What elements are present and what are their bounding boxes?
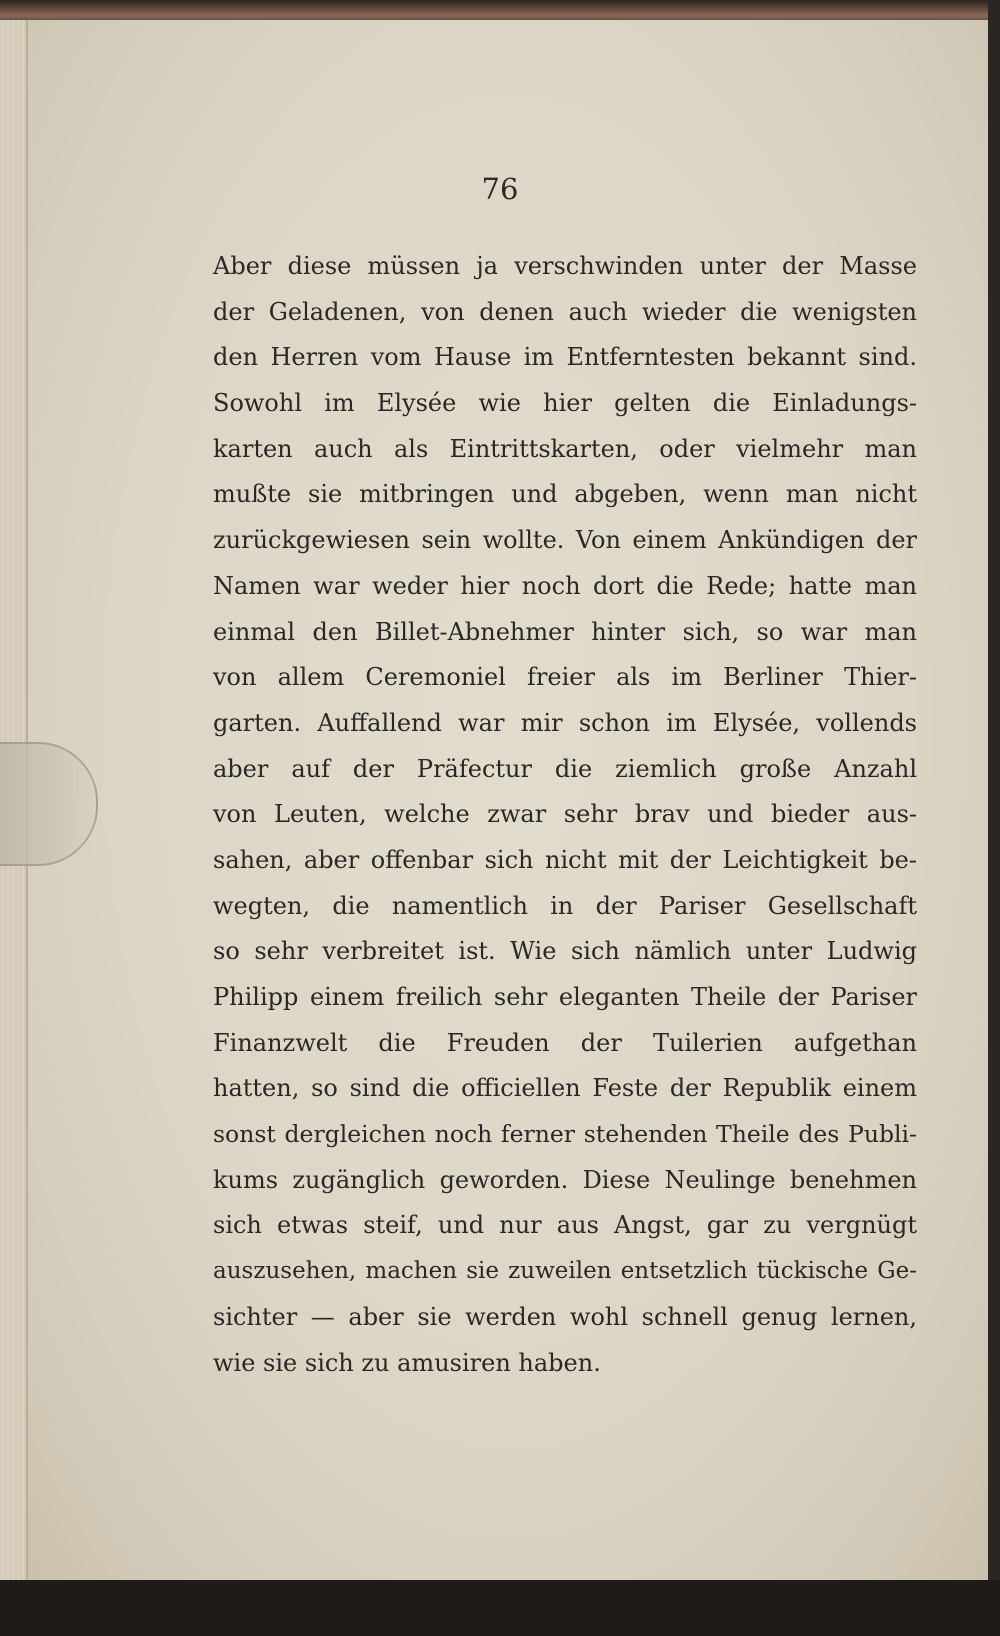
text-line: kums zugänglich geworden. Diese Neulinge benehmen bbox=[213, 1165, 917, 1194]
text-line: mußte sie mitbringen und abgeben, wenn man nicht bbox=[213, 480, 917, 509]
right-background bbox=[988, 0, 1000, 1636]
text-line: auszusehen, machen sie zuweilen entsetzlich tückische Ge- bbox=[213, 1258, 917, 1285]
text-line: von Leuten, welche zwar sehr brav und bieder aus- bbox=[213, 800, 917, 829]
text-line: Aber diese müssen ja verschwinden unter der Masse bbox=[213, 252, 917, 280]
text-line: wegten, die namentlich in der Pariser Gesellschaft bbox=[213, 891, 917, 920]
text-line: Sowohl im Elysée wie hier gelten die Einladungs- bbox=[213, 389, 917, 418]
text-line: sich etwas steif, und nur aus Angst, gar zu vergnügt bbox=[213, 1211, 917, 1240]
text-line: Philipp einem freilich sehr eleganten Theile der Pariser bbox=[213, 983, 917, 1011]
text-line: zurückgewiesen sein wollte. Von einem Ankündigen der bbox=[213, 526, 917, 555]
text-line: Finanzwelt die Freuden der Tuilerien aufgethan bbox=[213, 1028, 917, 1057]
text-line: sonst dergleichen noch ferner stehenden Theile des Publi- bbox=[213, 1120, 917, 1149]
text-line: der Geladenen, von denen auch wieder die wenigsten bbox=[213, 297, 917, 326]
text-line: einmal den Billet-Abnehmer hinter sich, so war man bbox=[213, 617, 917, 646]
body-text bbox=[213, 244, 917, 1386]
text-line: von allem Ceremoniel freier als im Berliner Thier- bbox=[213, 663, 917, 692]
text-line: karten auch als Eintrittskarten, oder vielmehr man bbox=[213, 434, 917, 463]
text-line: den Herren vom Hause im Entferntesten bekannt sind. bbox=[213, 343, 917, 372]
page-number: 76 bbox=[481, 172, 519, 206]
text-line: sahen, aber offenbar sich nicht mit der Leichtigkeit be- bbox=[213, 845, 917, 874]
text-line: garten. Auffallend war mir schon im Elysée, vollends bbox=[213, 708, 917, 737]
text-line: Namen war weder hier noch dort die Rede; hatte man bbox=[213, 571, 917, 600]
text-line: aber auf der Präfectur die ziemlich große Anzahl bbox=[213, 754, 917, 783]
text-line: sichter — aber sie werden wohl schnell genug lernen, bbox=[213, 1302, 917, 1331]
text-line: wie sie sich zu amusiren haben. bbox=[213, 1348, 601, 1377]
text-line: so sehr verbreitet ist. Wie sich nämlich unter Ludwig bbox=[213, 937, 917, 966]
bottom-background bbox=[0, 1580, 1000, 1636]
text-line: hatten, so sind die officiellen Feste der Republik einem bbox=[213, 1074, 917, 1103]
